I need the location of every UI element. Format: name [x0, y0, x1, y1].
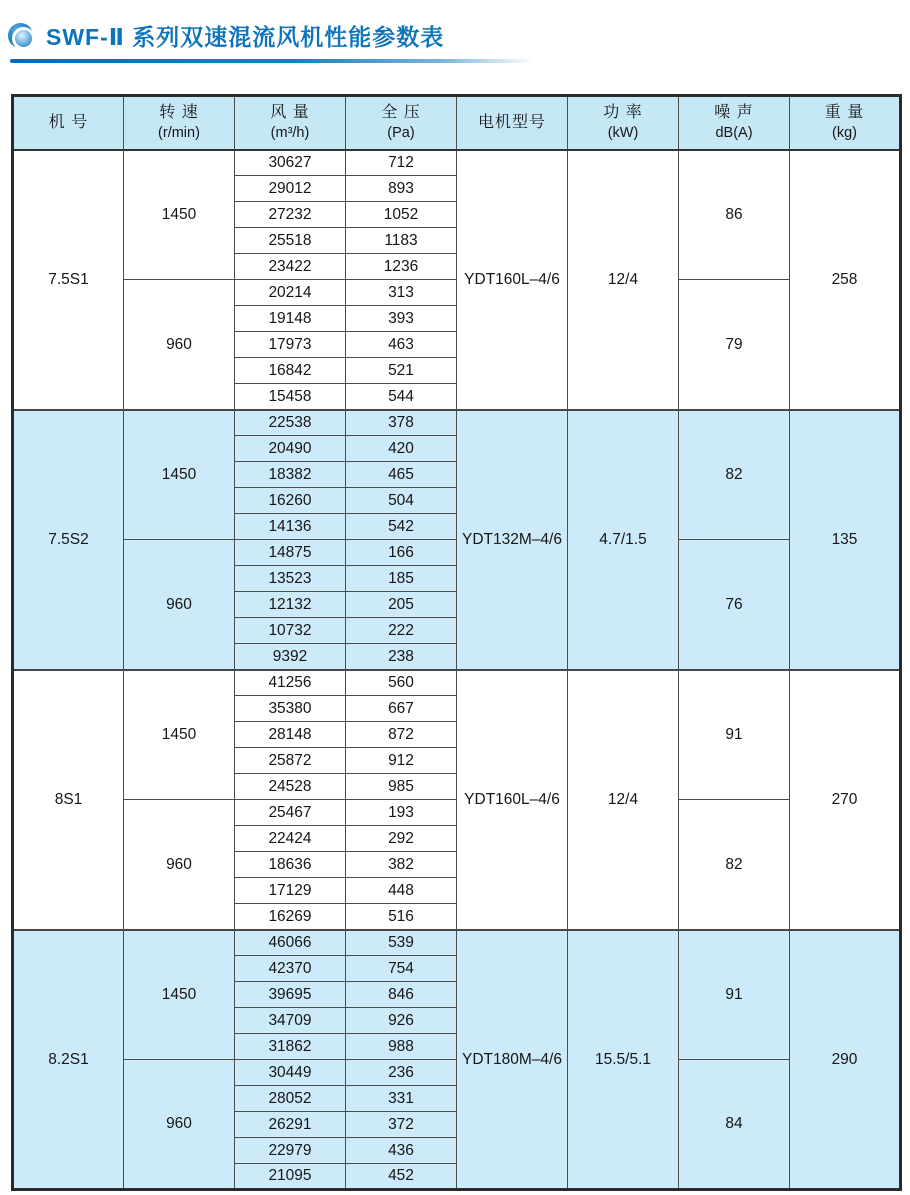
speed-cell: 960 [124, 800, 235, 930]
flow-cell: 16269 [235, 904, 346, 930]
flow-cell: 16842 [235, 358, 346, 384]
pressure-cell: 292 [346, 826, 457, 852]
flow-cell: 25518 [235, 228, 346, 254]
pressure-cell: 372 [346, 1112, 457, 1138]
pressure-cell: 205 [346, 592, 457, 618]
pressure-cell: 667 [346, 696, 457, 722]
model-cell: 7.5S2 [13, 410, 124, 670]
flow-cell: 31862 [235, 1034, 346, 1060]
bullseye-icon [8, 23, 33, 48]
speed-cell: 960 [124, 280, 235, 410]
flow-cell: 28052 [235, 1086, 346, 1112]
noise-cell: 82 [679, 410, 790, 540]
column-header-model: 机 号 [13, 96, 124, 150]
pressure-cell: 313 [346, 280, 457, 306]
flow-cell: 28148 [235, 722, 346, 748]
noise-cell: 82 [679, 800, 790, 930]
flow-cell: 18636 [235, 852, 346, 878]
noise-cell: 76 [679, 540, 790, 670]
pressure-cell: 542 [346, 514, 457, 540]
pressure-cell: 872 [346, 722, 457, 748]
spec-table [11, 94, 902, 1191]
pressure-cell: 185 [346, 566, 457, 592]
pressure-cell: 436 [346, 1138, 457, 1164]
flow-cell: 22424 [235, 826, 346, 852]
power-cell: 12/4 [568, 150, 679, 410]
pressure-cell: 988 [346, 1034, 457, 1060]
flow-cell: 19148 [235, 306, 346, 332]
column-header-flow: 风 量 (m³/h) [235, 96, 346, 150]
pressure-cell: 516 [346, 904, 457, 930]
table-row [13, 930, 901, 956]
noise-cell: 91 [679, 670, 790, 800]
speed-cell: 1450 [124, 410, 235, 540]
flow-cell: 10732 [235, 618, 346, 644]
pressure-cell: 222 [346, 618, 457, 644]
flow-cell: 18382 [235, 462, 346, 488]
flow-cell: 26291 [235, 1112, 346, 1138]
speed-cell: 1450 [124, 150, 235, 280]
table-header [13, 96, 901, 150]
model-cell: 7.5S1 [13, 150, 124, 410]
flow-cell: 14136 [235, 514, 346, 540]
table-row [13, 410, 901, 436]
weight-cell: 270 [790, 670, 901, 930]
flow-cell: 20214 [235, 280, 346, 306]
noise-cell: 91 [679, 930, 790, 1060]
flow-cell: 27232 [235, 202, 346, 228]
model-cell: 8S1 [13, 670, 124, 930]
flow-cell: 13523 [235, 566, 346, 592]
column-header-power: 功 率 (kW) [568, 96, 679, 150]
speed-cell: 1450 [124, 670, 235, 800]
pressure-cell: 465 [346, 462, 457, 488]
flow-cell: 42370 [235, 956, 346, 982]
motor-cell: YDT132M–4/6 [457, 410, 568, 670]
motor-cell: YDT160L–4/6 [457, 670, 568, 930]
flow-cell: 46066 [235, 930, 346, 956]
pressure-cell: 420 [346, 436, 457, 462]
pressure-cell: 1236 [346, 254, 457, 280]
model-cell: 8.2S1 [13, 930, 124, 1190]
pressure-cell: 521 [346, 358, 457, 384]
pressure-cell: 560 [346, 670, 457, 696]
pressure-cell: 331 [346, 1086, 457, 1112]
pressure-cell: 985 [346, 774, 457, 800]
pressure-cell: 754 [346, 956, 457, 982]
pressure-cell: 193 [346, 800, 457, 826]
group-8.2S1 [13, 930, 901, 1190]
flow-cell: 24528 [235, 774, 346, 800]
column-header-noise: 噪 声 dB(A) [679, 96, 790, 150]
pressure-cell: 382 [346, 852, 457, 878]
header-row [13, 96, 901, 150]
pressure-cell: 448 [346, 878, 457, 904]
flow-cell: 20490 [235, 436, 346, 462]
group-7.5S2 [13, 410, 901, 670]
flow-cell: 22538 [235, 410, 346, 436]
motor-cell: YDT180M–4/6 [457, 930, 568, 1190]
column-header-pressure: 全 压 (Pa) [346, 96, 457, 150]
speed-cell: 960 [124, 540, 235, 670]
flow-cell: 29012 [235, 176, 346, 202]
flow-cell: 23422 [235, 254, 346, 280]
pressure-cell: 712 [346, 150, 457, 176]
noise-cell: 86 [679, 150, 790, 280]
table-row [13, 150, 901, 176]
pressure-cell: 452 [346, 1164, 457, 1190]
speed-cell: 960 [124, 1060, 235, 1190]
title-underline [10, 59, 534, 63]
pressure-cell: 926 [346, 1008, 457, 1034]
flow-cell: 22979 [235, 1138, 346, 1164]
flow-cell: 34709 [235, 1008, 346, 1034]
page-title-row [0, 0, 910, 52]
weight-cell: 135 [790, 410, 901, 670]
group-7.5S1 [13, 150, 901, 410]
flow-cell: 17973 [235, 332, 346, 358]
pressure-cell: 846 [346, 982, 457, 1008]
weight-cell: 258 [790, 150, 901, 410]
flow-cell: 9392 [235, 644, 346, 670]
flow-cell: 39695 [235, 982, 346, 1008]
pressure-cell: 236 [346, 1060, 457, 1086]
pressure-cell: 393 [346, 306, 457, 332]
page-title: SWF-Ⅱ 系列双速混流风机性能参数表 [46, 24, 445, 50]
power-cell: 4.7/1.5 [568, 410, 679, 670]
pressure-cell: 1052 [346, 202, 457, 228]
flow-cell: 15458 [235, 384, 346, 410]
pressure-cell: 912 [346, 748, 457, 774]
pressure-cell: 463 [346, 332, 457, 358]
flow-cell: 17129 [235, 878, 346, 904]
flow-cell: 30627 [235, 150, 346, 176]
flow-cell: 41256 [235, 670, 346, 696]
flow-cell: 16260 [235, 488, 346, 514]
pressure-cell: 1183 [346, 228, 457, 254]
power-cell: 15.5/5.1 [568, 930, 679, 1190]
pressure-cell: 166 [346, 540, 457, 566]
flow-cell: 21095 [235, 1164, 346, 1190]
pressure-cell: 893 [346, 176, 457, 202]
column-header-motor: 电机型号 [457, 96, 568, 150]
table-row [13, 670, 901, 696]
noise-cell: 84 [679, 1060, 790, 1190]
speed-cell: 1450 [124, 930, 235, 1060]
pressure-cell: 378 [346, 410, 457, 436]
flow-cell: 35380 [235, 696, 346, 722]
column-header-weight: 重 量 (kg) [790, 96, 901, 150]
flow-cell: 25872 [235, 748, 346, 774]
column-header-speed: 转 速 (r/min) [124, 96, 235, 150]
power-cell: 12/4 [568, 670, 679, 930]
pressure-cell: 238 [346, 644, 457, 670]
weight-cell: 290 [790, 930, 901, 1190]
flow-cell: 25467 [235, 800, 346, 826]
pressure-cell: 504 [346, 488, 457, 514]
motor-cell: YDT160L–4/6 [457, 150, 568, 410]
flow-cell: 12132 [235, 592, 346, 618]
pressure-cell: 544 [346, 384, 457, 410]
pressure-cell: 539 [346, 930, 457, 956]
group-8S1 [13, 670, 901, 930]
flow-cell: 14875 [235, 540, 346, 566]
noise-cell: 79 [679, 280, 790, 410]
flow-cell: 30449 [235, 1060, 346, 1086]
